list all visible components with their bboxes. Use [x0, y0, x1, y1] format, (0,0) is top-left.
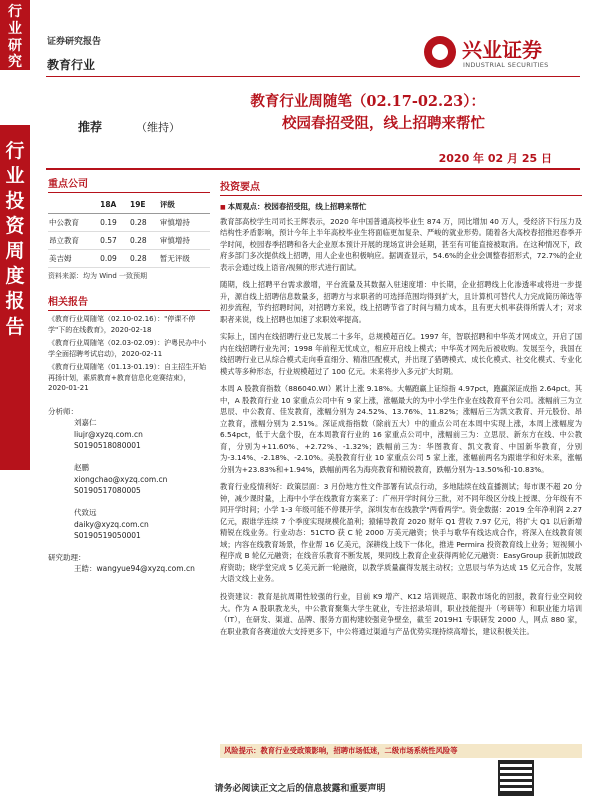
report-date: 2020 年 02 月 25 日 [438, 152, 552, 165]
report-title-line2: 校园春招受阻，线上招聘来帮忙 [282, 115, 485, 132]
paragraph: 实际上，国内在线招聘行业已发展二十多年，总规模超百亿。1997 年，智联招聘和中华英才网成立，开启了国内在线招聘行业先河；1998 年前程无忧成立，相应开启线上模式；中华英才网先后被收购。发展至今，我国在线招聘行业已从综合模式走向垂直细分、精准匹配模式，并出现了猎聘模式、成长化模式、社交化模式、专业化模式等多种形态，行业规模超过了 100 亿元。未来将步入多元扩大时期。 [220, 332, 582, 376]
table-source: 资料来源：均为 Wind 一致预期 [48, 272, 148, 280]
report-title-line1: 教育行业周随笔（02.17-02.23）： [250, 93, 485, 110]
table-cell: 0.19 [99, 214, 129, 232]
table-cell: 0.28 [129, 250, 159, 268]
table-row [48, 250, 210, 268]
qr-code-icon [498, 760, 534, 796]
analyst-email[interactable]: daiky@xyzq.com.cn [74, 519, 149, 529]
table-cell: 0.28 [129, 232, 159, 250]
table-header-cell: 评级 [159, 196, 210, 214]
investment-highlights-heading: 投资要点 [220, 178, 582, 196]
logo-text-cn: 兴业证券 [462, 38, 542, 62]
analyst-email[interactable]: liujr@xyzq.com.cn [74, 429, 143, 439]
sidebar-report-type-block [0, 125, 30, 470]
key-companies-table [48, 196, 210, 268]
title-divider [46, 168, 580, 170]
header-divider [46, 76, 580, 77]
assistant-contact[interactable]: 王皓：wangyue94@xyzq.com.cn [74, 564, 195, 574]
table-header-cell: 18A [99, 196, 129, 214]
industry-name: 教育行业 [47, 58, 96, 72]
table-cell: 暂无评级 [159, 250, 210, 268]
paragraph: 教育部高校学生司司长王辉表示，2020 年中国普通高校毕业生 874 万，同比增加 40 万人，受经济下行压力及结构性矛盾影响，预计今年上半年高校毕业生将面临更加复杂、严峻的就业形势。随着各大高校春招推迟春季开学时间，校园春季招聘和各大企业原本预计开展的现场宣讲会延期，甚至有可能直接被取消。在这种情况下，政府多部门多次提供线上招聘，用人企业也积极响应。据调查显示，54.6%的企业会调整春招形式，72.7%的企业表示会通过线上语音/视频的形式进行面试。 [220, 216, 582, 272]
analyst-name: 代致远 [74, 507, 97, 517]
paragraph: 随期，线上招聘平台需求激增，平台流量及其数据入驻速度增：中长期，企业招聘线上化渗透率或将进一步提升，源自线上招聘信息数量多，招聘方与求职者的可选择范围均得到扩大，且计算机可替代人力完成简历筛选等初步流程，节约招聘时间，对招聘方来说，线上招聘节省了时间与精力成本，且有更大机率获得所需人才；对求职者来说，线上招聘也加速了求职效率提高。 [220, 280, 582, 324]
rating-label: 推荐 [78, 120, 103, 134]
report-category: 证券研究报告 [47, 37, 102, 47]
logo-emblem-icon [424, 36, 456, 68]
related-report-item[interactable]: 《教育行业周随笔（02.10-02.16）："停课不停学"下的在线教育》，2020-02-18 [48, 315, 196, 334]
related-reports-heading: 相关报告 [48, 293, 210, 311]
sidebar-top-block [0, 0, 30, 70]
brand-logo [424, 34, 574, 72]
table-cell: 昂立教育 [48, 232, 99, 250]
analyst-name: 刘嘉仁 [74, 418, 97, 428]
analyst-license: S0190519050001 [74, 531, 141, 541]
related-report-item[interactable]: 《教育行业周随笔（02.03-02.09）：沪粤民办中小学全面招聘考试启动》，2020-02-11 [48, 339, 207, 358]
spacer [48, 497, 210, 507]
analysts-heading: 分析师： [48, 406, 78, 416]
sidebar-top-label: 行 业 研 究 [8, 4, 22, 71]
table-header-row [48, 196, 210, 214]
spacer [48, 542, 210, 552]
paragraph: 投资建议：教育是抗周期性较强的行业，目前 K9 增产、K12 培训规范、职教市场化的回报，教育行业空间较大。作为 A 股职教龙头，中公教育聚集大学生就业，专注招录培训，职业技能提升（考研等）和职业能力培训（IT），在研发、渠道、品牌、服务方面构建较强竞争壁垒，截至 2019H1 专职研发 2000 人，网点 880 家，在职业教育各赛道放大支持更多下，中公将通过渠道与产品优势实现持续高增长，建议积极关注。 [220, 591, 582, 636]
table-row [48, 214, 210, 232]
bullet-title: ■ 本周观点：校园春招受阻，线上招聘来帮忙 [220, 201, 582, 213]
table-cell: 0.28 [129, 214, 159, 232]
assistant-heading: 研究助理： [48, 552, 86, 562]
analyst-email[interactable]: xiongchao@xyzq.com.cn [74, 474, 168, 484]
table-cell: 审慎增持 [159, 232, 210, 250]
table-cell: 0.57 [99, 232, 129, 250]
left-column [48, 175, 210, 575]
disclaimer-footer: 请务必阅读正文之后的信息披露和重要声明 [214, 784, 386, 794]
key-companies-heading: 重点公司 [48, 175, 210, 193]
analyst-license: S0190517080005 [74, 486, 141, 496]
table-header-cell [48, 196, 99, 214]
risk-warning: 风险提示：教育行业受政策影响，招聘市场低迷，二级市场系统性风险等 [220, 744, 582, 758]
analyst-name: 赵鹏 [74, 463, 89, 472]
table-row [48, 232, 210, 250]
rating-note: （维持） [136, 121, 180, 134]
sidebar-report-type-label: 行 业 投 资 周 度 报 告 [5, 140, 25, 338]
analysts-block [48, 406, 210, 576]
logo-text-en: INDUSTRIAL SECURITIES [463, 61, 549, 69]
table-cell: 中公教育 [48, 214, 99, 232]
analyst-license: S0190518080001 [74, 441, 141, 451]
paragraph: 教育行业疫情利好：政策层面：3 月份地方性文件部署有试点行动，多地陆续在线直播测试；每市课不超 20 分钟，减少课时量，上海中小学在线教育方案来了：广州开学时间分三批，对不同年级区分线上授课、分年级有不同开学时间；小学 1-3 年级可能不停课开学，深圳发布在线教学"两看两学"。资金数据：2019 全年净利润 2.27 亿元，跟谁学连续 7 个季度实现规模化盈利；猿辅导教育 2020 财年 Q1 营收 7.97 亿元，将扩大 Q1 以后新增精锐在线业务。行业动态：51CTO 获 C 轮 2000 万美元融资；快手与歌华有线达成合作，将深入在线教育领域；内容在线教育场景，作业帮 16 亿美元，深耕线上线下一体化，推进 Permira 投资教育线上业务；短视频小程序成 B 轮亿元融资；在线音乐教育不断发展，果同线上教育企业获得两轮亿元融资：EasyGroup 获新加坡政府资助；晓学堂完成 5 亿美元新一轮融资，以教学质量赢得发展主动权；立思辰与华为达成 15 亿元合作，发展大语文线上业务。 [220, 482, 582, 584]
right-column [220, 178, 582, 643]
paragraph: 本周 A 股教育指数（886040.WI）累计上涨 9.18%。大幅跑赢上证综指 4.97pct，跑赢深证成指 2.64pct。其中，A 股教育行业 10 家重点公司中有 9 家上涨，涨幅最大的为中小学生作业在线教育平台公司。涨幅前三为立思辰、中公教育、佳发教育，涨幅分别为 24.52%、13.76%、11.82%；涨幅后三为凯文教育、开元股份、昂立教育，涨幅分别为 2.51%。深证成指指数（除前五大）中的重点公司在本周中实现上涨，本周上涨幅度为 6.54pct，低于大盘个股，在本周教育行业的 16 家重点公司中，涨幅前三为：立思辰、新东方在线、中公教育，分别为+11.60%、+2.72%、-1.32%；跌幅前三为：华图教育、凯文教育、中国新华教育，分别为-3.14%、-2.18%、-2.10%。美股教育行业 10 家重点公司 5 家上涨，涨幅前两名为跟谁学和好未来，涨幅分别为+23.83%和+1.94%，跌幅前两名为海亮教育和精锐教育，跌幅分别为-13.50%和-10.83%。 [220, 384, 582, 474]
table-cell: 审慎增持 [159, 214, 210, 232]
spacer [48, 452, 210, 462]
related-reports [48, 293, 210, 394]
related-report-item[interactable]: 《教育行业周随笔（01.13-01.19）：自主招生开始再扬计划，素质教育+教育信息化竞赛结束》，2020-01-21 [48, 363, 207, 392]
table-header-cell: 19E [129, 196, 159, 214]
table-cell: 美吉姆 [48, 250, 99, 268]
table-cell: 0.09 [99, 250, 129, 268]
